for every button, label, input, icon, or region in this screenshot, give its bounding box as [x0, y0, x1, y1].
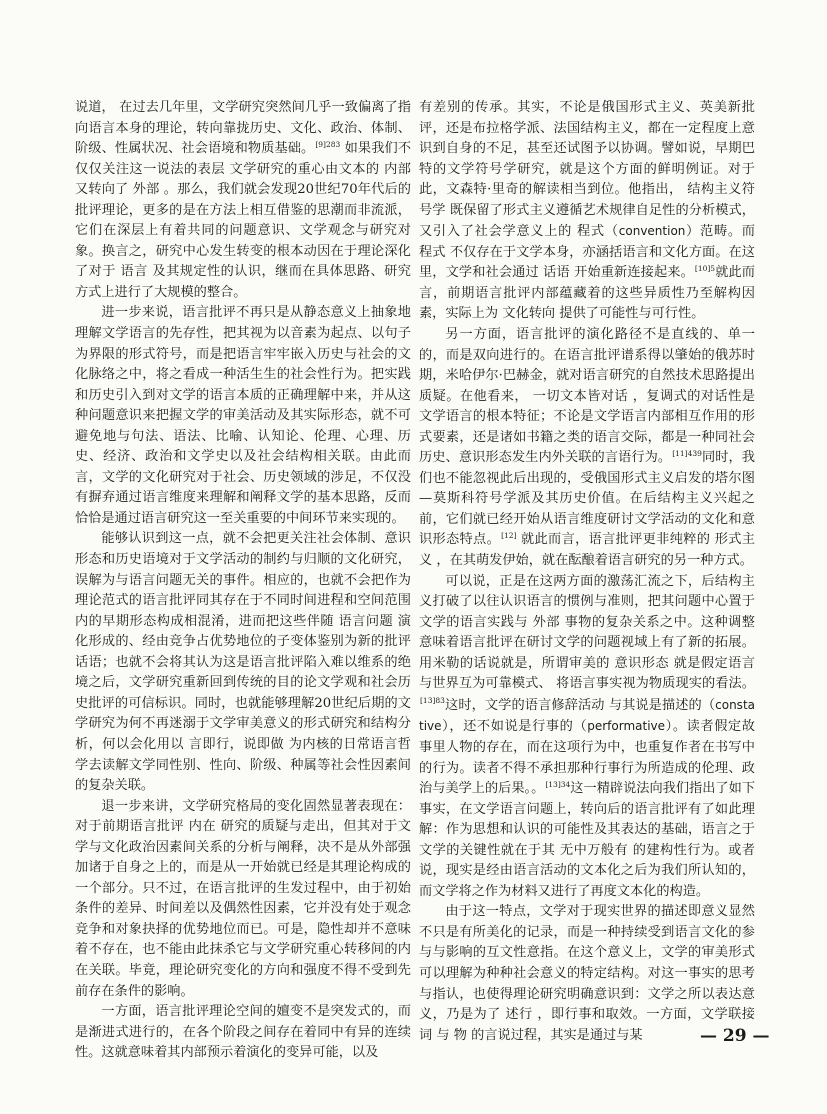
paragraph: 由于这一特点，文学对于现实世界的描述即意义显然不只是有所美化的记录，而是一种持续受到语言文化的参与与影响的互文性意指。在这个意义上，文学的审美形式可以理解为种种社会意义的特定结构。对这一事实的思考与指认，也使得理论研究明确意识到：文学之所以表达意义，乃是为了 述行 ，即行事和取效。一方面，文学联接 词 与 物 的言说过程，其实是通过与某 — [419, 904, 755, 1043]
latin-term: performative — [587, 719, 666, 734]
paragraph: 一方面，语言批评理论空间的嬗变不是突发式的，而是渐进式进行的，在各个阶段之间存在着同中有异的连续性。这就意味着其内部预示着演化的变异可能，以及 — [75, 1004, 411, 1061]
footnote-ref: [10]5 — [694, 263, 716, 273]
paragraph-text: 如果我们不仅仅关注这一说法的表层 文学研究的重心由文本的 内部 又转向了 外部 。那么，我们就会发现20世纪70年代后的批评理论，更多的是在方法上相互借鉴的思潮而非流派，它们在深层上有着共同的问题意识、文学观念与研究对象。换言之，研究中心发生转变的根本动因在于理论深化了对于 语言 及其规定性的认识，继而在具体思路、研究方式上进行了大规模的整合。 — [75, 141, 412, 300]
paragraph — [75, 98, 411, 303]
paragraph: 能够认识到这一点，就不会把更关注社会体制、意识形态和历史语境对于文学活动的制约与归顺的文化研究，误解为与语言问题无关的事件。相应的，也就不会把作为理论范式的语言批评同其存在于不同时间进程和空间范围内的早期形态构成相混淆，进而把这些伴随 语言问题 演化形成的、经由竞争占优势地位的子变体鉴别为新的批评话语；也就不会将其认为这是语言批评陷入难以维系的绝境之后，文学研究重新回到传统的目的论文学观和社会历史批评的可信标识。同时，也就能够理解20世纪后期的文学研究为何不再迷溺于文学审美意义的形式研究和结构分析，何以会化用以 言即行，说即做 为内核的日常语言哲学去读解文学同性别、性向、阶级、种属等社会性因素间的复杂关联。 — [75, 531, 411, 794]
latin-term: convention — [618, 224, 686, 239]
right-column — [419, 98, 755, 1046]
footnote-ref: [12] — [501, 531, 517, 541]
paragraph-text: 说道， 在过去几年里，文学研究突然间几乎一致偏离了指向语言本身的理论，转向靠拢历史、文化、政治、体制、阶级、性属状况、社会语境和物质基础。 — [75, 100, 411, 157]
paragraph-text: 就此而言，语言批评更非纯粹的 形式主义 ，在其萌发伊始，就在酝酿着语言研究的另一种方式。 — [419, 532, 755, 569]
footnote-ref: [9]283 — [315, 139, 341, 149]
paragraph-text: 同时，我们也不能忽视此后出现的，受俄国形式主义启发的塔尔图—莫斯科符号学派及其历史价值。在后结构主义兴起之前，它们就已经开始从语言维度研讨文学活动的文化和意识形态特点。 — [419, 450, 755, 548]
latin-term: constative — [419, 697, 755, 734]
paragraph-text: 另一方面，语言批评的演化路径不是直线的、单一的，而是双向进行的。在语言批评谱系得以肇始的俄苏时期，米哈伊尔·巴赫金，就对语言研究的自然技术思路提出质疑。在他看来， 一切文本皆对话 ，复调式的对话性是文学语言的根本特征；不论是文学语言内部相互作用的形式要素，还是诸如书籍之类的语言交际，都是一种同社会历史、意识形态发生内外关联的言语行为。 — [419, 327, 755, 466]
paragraph — [419, 572, 755, 903]
paragraph — [419, 98, 755, 325]
paragraph — [419, 325, 755, 572]
footnote-ref: [13]83 — [420, 696, 445, 706]
paragraph-text: 这一精辟说法向我们指出了如下事实，在文学语言问题上，转向后的语言批评有了如此理解：作为思想和认识的可能性及其表达的基础，语言之于文学的关键性就在于其 无中万般有 的建构性行为。或者说，现实是经由语言活动的文本化之后为我们所认知的，而文学将之作为材料又进行了再度文本化的构造。 — [419, 781, 756, 899]
page-number: — 29 — — [700, 1026, 770, 1046]
paragraph-text: ）范畴。而 程式 不仅存在于文学本身，亦涵括语言和文化方面。在这里，文学和社会通过 话语 开始重新连接起来。 — [419, 224, 755, 281]
paragraph-text: 这时，文学的语言修辞活动 与其说是描述的（ — [444, 697, 716, 713]
paragraph-text: 有差别的传承。其实，不论是俄国形式主义、英美新批评，还是布拉格学派、法国结构主义，都在一定程度上意识到自身的不足，甚至还试图予以协调。譬如说，早期巴特的文学符号学研究，就是这个方面的鲜明例证。对于此，文森特·里奇的解读相当到位。他指出， 结构主义符号学 既保留了形式主义遵循艺术规律自足性的分析模式，又引入了社会学意义上的 程式（ — [419, 100, 755, 240]
paragraph-text: ）。读者假定故事里人物的存在，而在这项行为中，也重复作者在书写中的行为。读者不得不承担那种行事行为所造成的伦理、政治与美学上的后果。。 — [419, 719, 755, 797]
paragraph-text: ），还不如说是行事的（ — [441, 719, 588, 735]
paragraph: 进一步来说，语言批评不再只是从静态意义上抽象地理解文学语言的先存性，把其视为以音素为起点、以句子为界限的形式符号，而是把语言牢牢嵌入历史与社会的文化脉络之中，将之看成一种活生生的社会性行为。把实践和历史引入到对文学的语言本质的正确理解中来，并从这种问题意识来把握文学的审美活动及其实际形态，就不可避免地与句法、语法、比喻、认知论、伦理、心理、历史、经济、政治和文学史以及社会结构相关联。由此而言，文学的文化研究对于社会、历史领域的涉足，不仅没有摒弃通过语言维度来理解和阐释文学的基本思路，反而恰恰是通过语言研究这一至关重要的中间环节来实现的。 — [75, 305, 411, 526]
footnote-ref: [13]34 — [545, 779, 571, 789]
paragraph-text: 就此而言，前期语言批评内部蕴藏着的这些异质性乃至解构因素，实际上为 文化转向 提供了可能性与可行性。 — [419, 265, 755, 322]
left-column — [75, 98, 411, 1064]
paragraph-text: 可以说，正是在这两方面的激荡汇流之下，后结构主义打破了以往认识语言的惯例与准则，把其问题中心置于文学的语言实践与 外部 事物的复杂关系之中。这种调整意味着语言批评在研讨文学的问题视域上有了新的拓展。用米勒的话说就是，所谓审美的 意识形态 就是假定语言与世界互为可靠模式、 将语言事实视为物质现实的看法。 — [419, 573, 755, 692]
paragraph: 退一步来讲，文学研究格局的变化固然显著表现在：对于前期语言批评 内在 研究的质疑与走出，但其对于文学与文化政治因素间关系的分析与阐释，决不是从外部强加诸于自身之上的，而是从一开始就已经是其理论构成的一个部分。只不过，在语言批评的生发过程中，由于初始条件的差异、时间差以及偶然性因素，它并没有处于观念竞争和对象抉择的优势地位而已。可是，隐性却并不意味着不存在，也不能由此抹杀它与文学研究重心转移间的内在关联。毕竟，理论研究变化的方向和强度不得不受到先前存在条件的影响。 — [75, 798, 411, 999]
footnote-ref: [11]439 — [672, 448, 702, 458]
